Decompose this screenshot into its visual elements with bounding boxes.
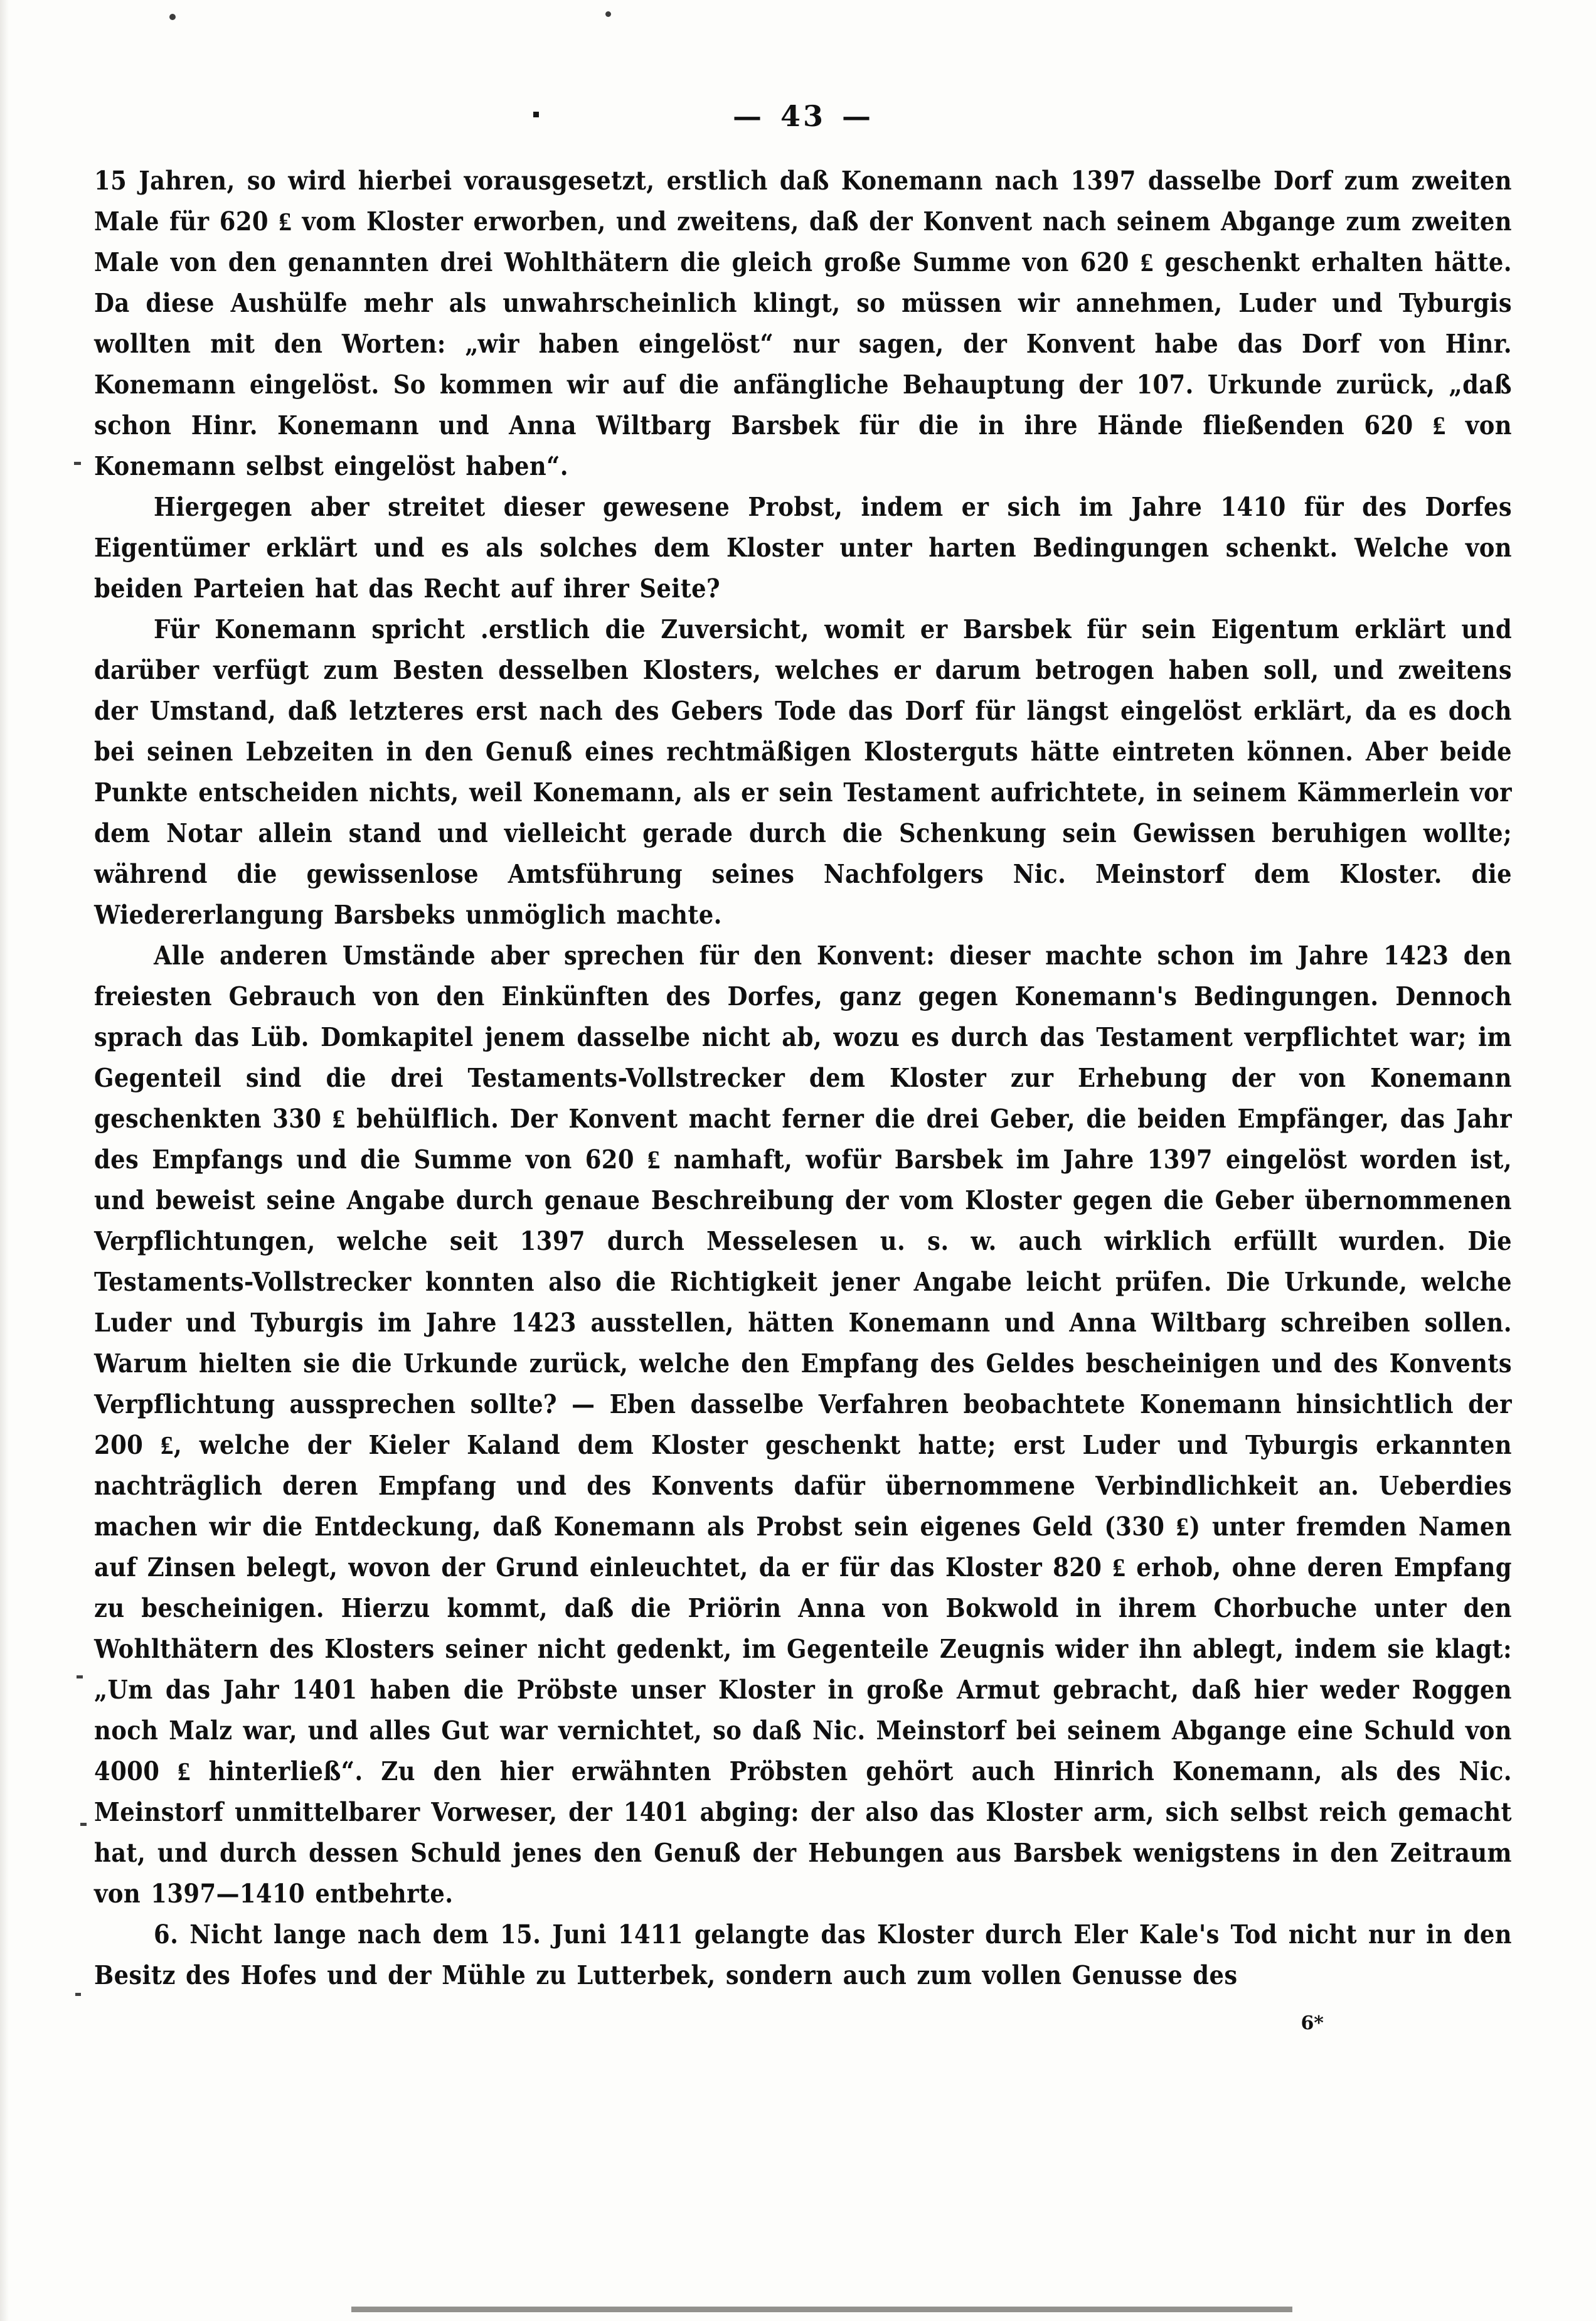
paragraph-item-6: 6. Nicht lange nach dem 15. Juni 1411 gelangte das Kloster durch Eler Kale's Tod nicht nur in den Besitz des Hofes und der Mühle zu Lutterbek, sondern auch zum vollen Genusse des	[94, 1919, 1512, 1990]
page-number: 43	[780, 99, 826, 133]
signature-mark: 6*	[1301, 2012, 1324, 2034]
running-head-dash-left: —	[732, 99, 764, 133]
paragraph-fuer-konemann: Für Konemann spricht .erstlich die Zuversicht, womit er Barsbek für sein Eigentum erklärt und darüber verfügt zum Besten desselben Klosters, welches er darum betrogen haben soll, und zweitens der Umstand, daß letzteres erst nach des Gebers Tode das Dorf für längst eingelöst erklärt, da es doch bei seinen Lebzeiten in den Genuß eines rechtmäßigen Klosterguts hätte eintreten können. Aber beide Punkte entscheiden nichts, weil Konemann, als er sein Testament aufrichtete, in seinem Kämmerlein vor dem Notar allein stand und vielleicht gerade durch die Schenkung sein Gewissen beruhigen wollte; während die gewissenlose Amtsführung seines Nachfolgers Nic. Meinstorf dem Kloster. die Wiedererlangung Barsbeks unmöglich machte.	[94, 614, 1512, 930]
margin-ink-mark	[74, 462, 81, 465]
running-head-dash-right: —	[842, 99, 873, 133]
scan-edge-artifact-left	[0, 0, 9, 2321]
scan-speck	[169, 14, 176, 20]
paragraph-hiergegen: Hiergegen aber streitet dieser gewesene Probst, indem er sich im Jahre 1410 für des Dorfes Eigentümer erklärt und es als solches dem Kloster unter harten Bedingungen schenkt. Welche von beiden Parteien hat das Recht auf ihrer Seite?	[94, 492, 1512, 604]
margin-ink-mark	[77, 1675, 83, 1678]
scan-edge-artifact-bottom	[351, 2307, 1292, 2312]
scan-speck	[605, 11, 611, 17]
paragraph-alle-anderen: Alle anderen Umstände aber sprechen für den Konvent: dieser machte schon im Jahre 1423 den freiesten Gebrauch von den Einkünften des Dorfes, ganz gegen Konemann's Bedingungen. Dennoch sprach das Lüb. Domkapitel jenem dasselbe nicht ab, wozu es durch das Testament verpflichtet war; im Gegenteil sind die drei Testaments-Vollstrecker dem Kloster zur Erhebung der von Konemann geschenkten 330 ₤ behülflich. Der Konvent macht ferner die drei Geber, die beiden Empfänger, das Jahr des Empfangs und die Summe von 620 ₤ namhaft, wofür Barsbek im Jahre 1397 eingelöst worden ist, und beweist seine Angabe durch genaue Beschreibung der vom Kloster gegen die Geber übernommenen Verpflichtungen, welche seit 1397 durch Messelesen u. s. w. auch wirklich erfüllt wurden. Die Testaments-Vollstrecker konnten also die Richtigkeit jener Angabe leicht prüfen. Die Urkunde, welche Luder und Tyburgis im Jahre 1423 ausstellen, hätten Konemann und Anna Wiltbarg schreiben sollen. Warum hielten sie die Urkunde zurück, welche den Empfang des Geldes bescheinigen und des Konvents Verpflichtung aussprechen sollte? — Eben dasselbe Verfahren beobachtete Konemann hinsichtlich der 200 ₤, welche der Kieler Kaland dem Kloster geschenkt hatte; erst Luder und Tyburgis erkannten nachträglich deren Empfang und des Konvents dafür übernommene Verbindlichkeit an. Ueberdies machen wir die Entdeckung, daß Konemann als Probst sein eigenes Geld (330 ₤) unter fremden Namen auf Zinsen belegt, wovon der Grund einleuchtet, da er für das Kloster 820 ₤ erhob, ohne deren Empfang zu bescheinigen. Hierzu kommt, daß die Priörin Anna von Bokwold in ihrem Chorbuche unter den Wohlthätern des Klosters seiner nicht gedenkt, im Gegenteile Zeugnis wider ihn ablegt, indem sie klagt: „Um das Jahr 1401 haben die Pröbste unser Kloster in große Armut gebracht, daß hier weder Roggen noch Malz war, und alles Gut war vernichtet, so daß Nic. Meinstorf bei seinem Abgange eine Schuld von 4000 ₤ hinterließ“. Zu den hier erwähnten Pröbsten gehört auch Hinrich Konemann, als des Nic. Meinstorf unmittelbarer Vorweser, der 1401 abging: der also das Kloster arm, sich selbst reich gemacht hat, und durch dessen Schuld jenes den Genuß der Hebungen aus Barsbek wenigstens in den Zeitraum von 1397—1410 entbehrte.	[94, 941, 1512, 1909]
paragraph-continued: 15 Jahren, so wird hierbei vorausgesetzt, erstlich daß Konemann nach 1397 dasselbe Dorf zum zweiten Male für 620 ₤ vom Kloster erworben, und zweitens, daß der Konvent nach seinem Abgange zum zweiten Male von den genannten drei Wohlthätern die gleich große Summe von 620 ₤ geschenkt erhalten hätte. Da diese Aushülfe mehr als unwahrscheinlich klingt, so müssen wir annehmen, Luder und Tyburgis wollten mit den Worten: „wir haben eingelöst“ nur sagen, der Konvent habe das Dorf von Hinr. Konemann eingelöst. So kommen wir auf die anfängliche Behauptung der 107. Urkunde zurück, „daß schon Hinr. Konemann und Anna Wiltbarg Barsbek für die in ihre Hände fließenden 620 ₤ von Konemann selbst eingelöst haben“.	[94, 166, 1512, 481]
body-text-block	[94, 161, 1512, 1996]
margin-ink-mark	[80, 1823, 87, 1826]
margin-ink-mark	[75, 1993, 81, 1996]
scan-speck	[533, 112, 539, 117]
page-content	[94, 94, 1512, 2034]
running-head	[94, 94, 1512, 138]
